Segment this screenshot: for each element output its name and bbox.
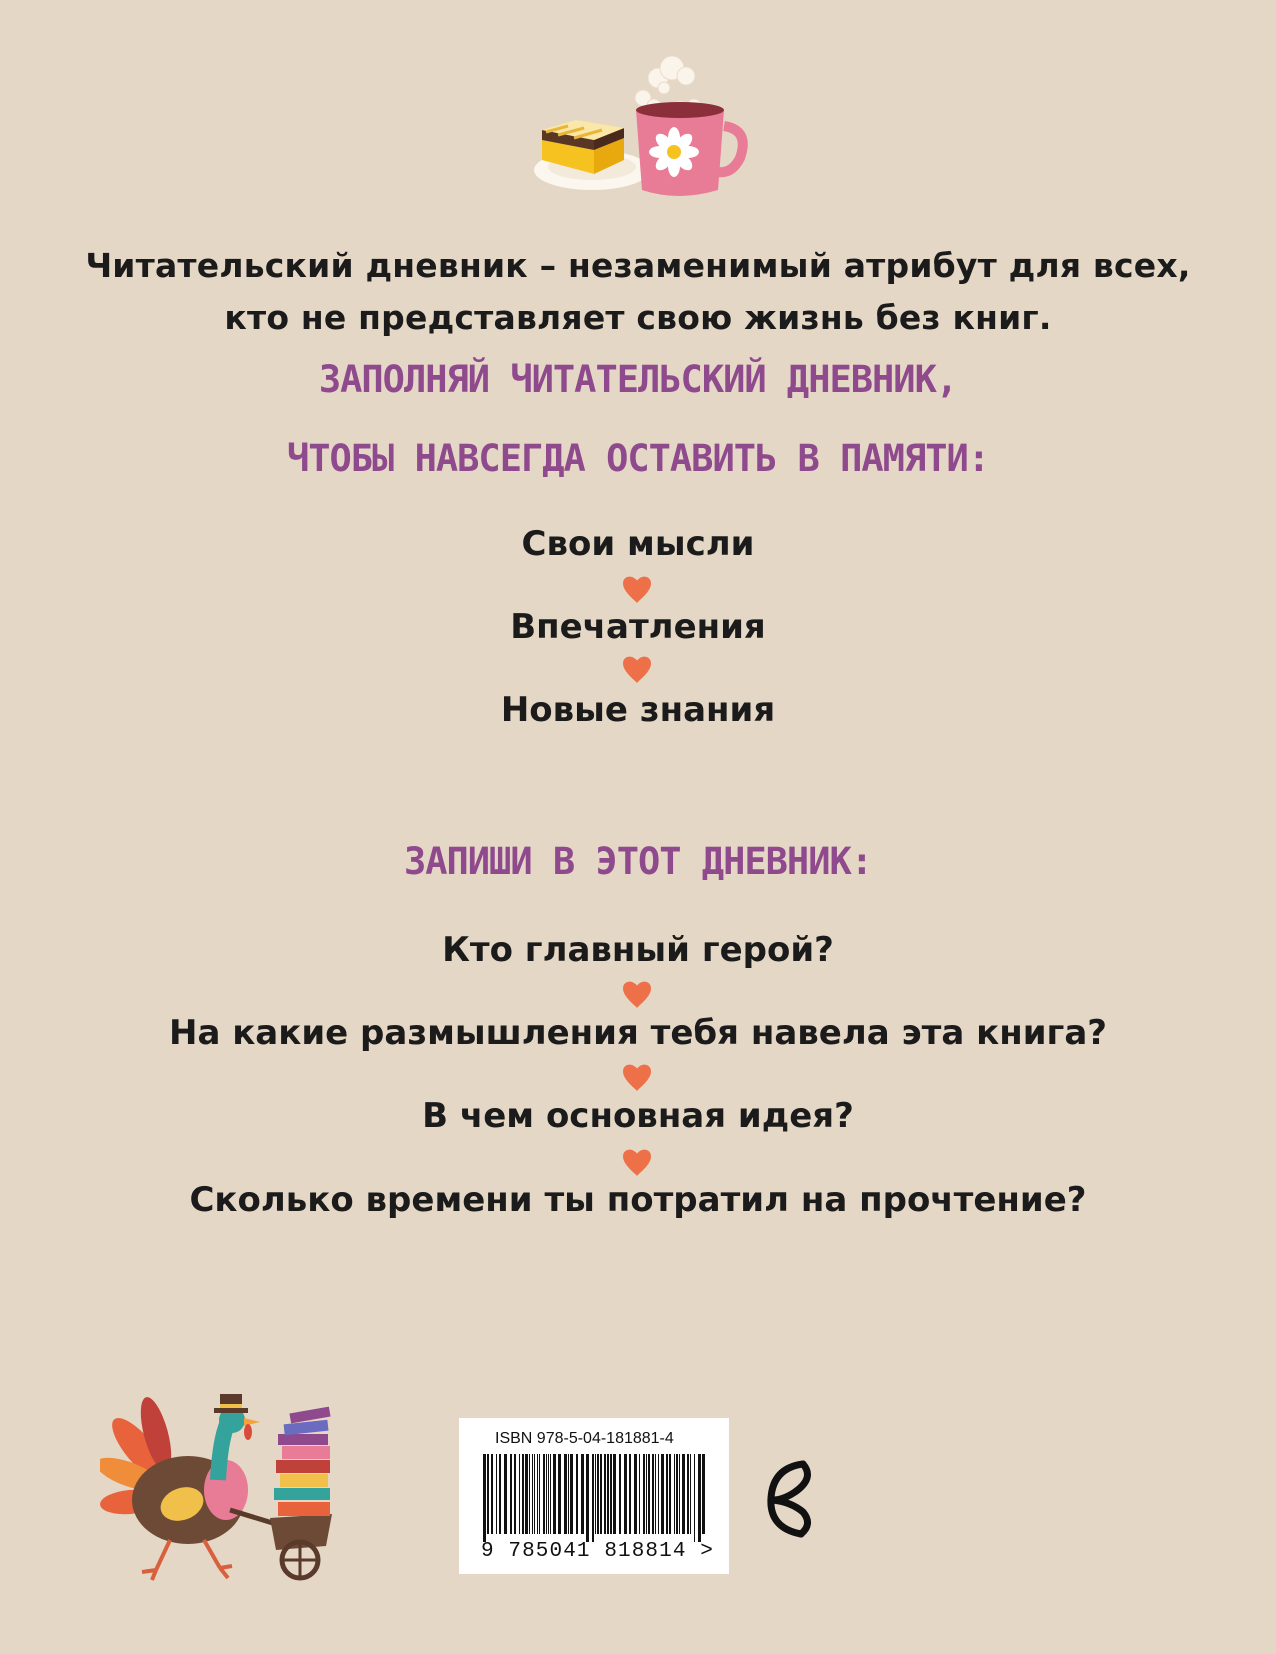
barcode-bar [564,1454,567,1534]
section1-item: Новые знания [500,690,776,730]
section2-item: Кто главный герой? [442,930,834,970]
barcode-bar [543,1454,545,1534]
isbn-barcode [459,1418,729,1574]
barcode-bars [481,1454,707,1542]
barcode-digits: 9 785041 818814 > [481,1540,714,1563]
barcode-bar [496,1454,497,1534]
section1-item: Впечатления [510,607,766,647]
barcode-bar [491,1454,493,1534]
section2-item: На какие размышления тебя навела эта книга? [168,1013,1107,1053]
barcode-bar [592,1454,594,1542]
barcode-bar [694,1454,695,1542]
barcode-bar [690,1454,691,1534]
barcode-bar [546,1454,547,1534]
barcode-bar [514,1454,516,1534]
barcode-bar [634,1454,637,1534]
barcode-bar [586,1454,589,1542]
barcode-bar [613,1454,616,1534]
barcode-bar [595,1454,596,1534]
section2-item: Сколько времени ты потратил на прочтение? [189,1180,1087,1220]
barcode-bar [529,1454,530,1534]
heart-icon [620,1145,654,1179]
intro-line-1: Читательский дневник – незаменимый атрибут для всех, [85,246,1191,285]
barcode-bar [570,1454,573,1534]
cake-and-cup-illustration [528,40,748,200]
barcode-bar [604,1454,606,1534]
barcode-bar [646,1454,647,1534]
section2-item: В чем основная идея? [422,1096,854,1136]
barcode-bar [483,1454,486,1542]
barcode-bar [658,1454,659,1534]
heart-icon [620,652,654,686]
turkey-with-book-cart-illustration [100,1390,360,1590]
barcode-bar [525,1454,528,1534]
barcode-bar [702,1454,705,1534]
barcode-bar [550,1454,551,1534]
barcode-bar [537,1454,538,1534]
barcode-bar [499,1454,501,1534]
barcode-bar [568,1454,569,1534]
barcode-bar [558,1454,561,1534]
barcode-bar [581,1454,584,1534]
barcode-bar [669,1454,671,1534]
barcode-bar [661,1454,664,1534]
heart-icon [620,977,654,1011]
barcode-bar [676,1454,678,1534]
barcode-bar [522,1454,524,1534]
section2-heading: ЗАПИШИ В ЭТОТ ДНЕВНИК: [403,840,873,883]
barcode-bar [629,1454,631,1534]
barcode-bar [666,1454,668,1534]
barcode-bar [624,1454,627,1534]
intro-line-2: кто не представляет свою жизнь без книг. [224,298,1052,337]
barcode-bar [652,1454,654,1534]
barcode-bar [600,1454,602,1534]
barcode-bar [510,1454,512,1534]
barcode-bar [597,1454,599,1534]
barcode-bar [607,1454,609,1534]
barcode-bar [576,1454,578,1534]
barcode-bar [539,1454,540,1534]
barcode-bar [504,1454,507,1534]
heart-icon [620,572,654,606]
barcode-bar [553,1454,556,1534]
barcode-bar [610,1454,612,1534]
section1-heading-line-2: ЧТОБЫ НАВСЕГДА ОСТАВИТЬ В ПАМЯТИ: [286,437,990,480]
barcode-bar [548,1454,549,1534]
section1-item: Свои мысли [521,524,755,564]
barcode-bar [532,1454,533,1534]
barcode-bar [682,1454,685,1534]
barcode-bar [487,1454,489,1534]
barcode-bar [619,1454,621,1534]
barcode-bar [648,1454,650,1534]
barcode-bar [655,1454,656,1534]
barcode-bar [643,1454,645,1534]
barcode-bar [674,1454,675,1534]
barcode-bar [679,1454,680,1534]
isbn-text: ISBN 978-5-04-181881-4 [495,1430,674,1447]
barcode-bar [519,1454,520,1534]
barcode-bar [687,1454,689,1534]
barcode-bar [534,1454,535,1534]
publisher-logo [763,1456,819,1540]
barcode-bar [698,1454,701,1542]
barcode-bar [639,1454,640,1534]
section1-heading-line-1: ЗАПОЛНЯЙ ЧИТАТЕЛЬСКИЙ ДНЕВНИК, [318,358,958,401]
heart-icon [620,1060,654,1094]
